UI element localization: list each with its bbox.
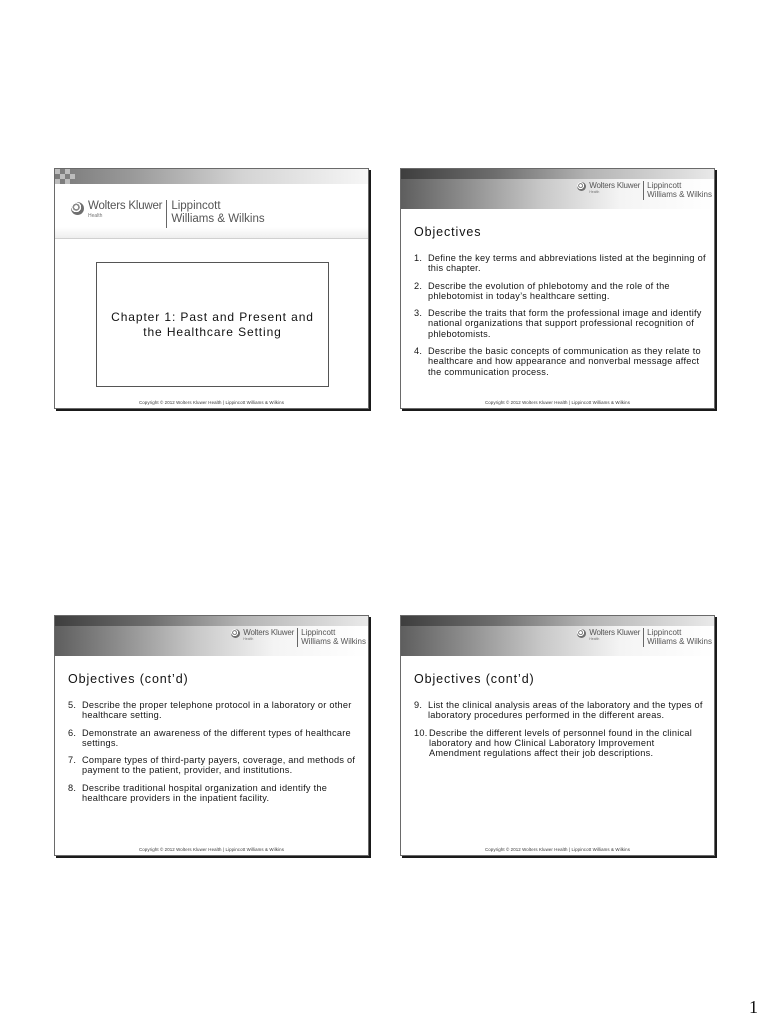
wolters-kluwer-globe-icon bbox=[71, 202, 84, 215]
list-item bbox=[68, 783, 360, 804]
lww-line1: Lippincott bbox=[171, 200, 221, 212]
item-text: Demonstrate an awareness of the different types of healthcare settings. bbox=[82, 727, 351, 748]
item-number: 5. bbox=[68, 700, 77, 710]
list-item bbox=[414, 281, 706, 302]
lww-line2: Williams & Wilkins bbox=[647, 637, 712, 646]
header-band bbox=[55, 169, 368, 184]
slide-title: Objectives (cont’d) bbox=[414, 672, 535, 686]
header-band-top bbox=[401, 616, 714, 626]
logo-divider bbox=[643, 181, 644, 200]
item-number: 3. bbox=[414, 308, 423, 319]
item-text: Define the key terms and abbreviations listed at the beginning of this chapter. bbox=[428, 253, 706, 274]
publisher-logo bbox=[71, 200, 265, 228]
item-text: Describe the proper telephone protocol in a laboratory or other healthcare setting. bbox=[82, 700, 352, 721]
slide-title: Objectives bbox=[414, 225, 482, 239]
wk-name: Wolters Kluwer bbox=[243, 628, 295, 637]
slide-1-title bbox=[54, 168, 369, 409]
lww-line2: Williams & Wilkins bbox=[301, 637, 366, 646]
item-number: 9. bbox=[414, 700, 423, 710]
publisher-logo bbox=[231, 628, 366, 647]
item-text: List the clinical analysis areas of the laboratory and the types of laboratory procedures performed in the different areas. bbox=[428, 700, 703, 721]
wolters-kluwer-globe-icon bbox=[577, 182, 586, 191]
wk-name: Wolters Kluwer bbox=[589, 628, 641, 637]
lww-line1: Lippincott bbox=[647, 181, 682, 190]
chapter-title: Chapter 1: Past and Present and the Healthcare Setting bbox=[96, 262, 329, 387]
item-text: Describe the different levels of personnel found in the clinical laboratory and how Clinical Laboratory Improvement Amendment regulations affect their job descriptions. bbox=[429, 727, 693, 759]
list-item bbox=[68, 728, 360, 749]
publisher-logo bbox=[577, 181, 712, 200]
lww-line1: Lippincott bbox=[647, 628, 682, 637]
wk-sub: Health bbox=[589, 190, 600, 194]
header-band-top bbox=[401, 169, 714, 179]
header-band-top bbox=[55, 616, 368, 626]
logo-divider bbox=[166, 200, 167, 228]
copyright: Copyright © 2012 Wolters Kluwer Health | Lippincott Williams & Wilkins bbox=[484, 847, 630, 852]
wk-name: Wolters Kluwer bbox=[88, 200, 163, 212]
slide-title: Objectives (cont’d) bbox=[68, 672, 189, 686]
slide-2-objectives bbox=[400, 168, 715, 409]
item-number: 10. bbox=[414, 727, 428, 738]
copyright: Copyright © 2012 Wolters Kluwer Health | Lippincott Williams & Wilkins bbox=[138, 400, 284, 405]
list-item bbox=[414, 253, 706, 274]
wolters-kluwer-globe-icon bbox=[577, 629, 586, 638]
publisher-logo bbox=[577, 628, 712, 647]
list-item bbox=[68, 700, 360, 721]
item-text: Describe the traits that form the professional image and identify national organizations that support professional recognition of phlebotomists. bbox=[428, 308, 702, 339]
wk-sub: Health bbox=[589, 637, 600, 641]
item-text: Describe the evolution of phlebotomy and the role of the phlebotomist in today’s healthcare setting. bbox=[428, 280, 670, 301]
logo-divider bbox=[297, 628, 298, 647]
item-text: Describe the basic concepts of communication as they relate to healthcare and how appearance and nonverbal message affect the communication process. bbox=[428, 346, 701, 377]
objectives-list bbox=[414, 700, 706, 765]
logo-divider bbox=[643, 628, 644, 647]
item-number: 8. bbox=[68, 782, 77, 793]
wk-sub: Health bbox=[243, 637, 254, 641]
slide-3-objectives bbox=[54, 615, 369, 856]
list-item bbox=[414, 308, 706, 339]
page-number: 1 bbox=[749, 997, 758, 1017]
lww-line2: Williams & Wilkins bbox=[647, 190, 712, 199]
copyright: Copyright © 2012 Wolters Kluwer Health | Lippincott Williams & Wilkins bbox=[138, 847, 284, 852]
wk-sub: Health bbox=[88, 213, 103, 219]
item-number: 4. bbox=[414, 346, 423, 357]
list-item bbox=[414, 700, 706, 721]
list-item bbox=[414, 728, 706, 759]
lww-line2: Williams & Wilkins bbox=[171, 213, 265, 225]
wk-name: Wolters Kluwer bbox=[589, 181, 641, 190]
objectives-list bbox=[414, 253, 706, 384]
item-number: 7. bbox=[68, 755, 77, 766]
slide-4-objectives bbox=[400, 615, 715, 856]
item-number: 2. bbox=[414, 280, 423, 291]
copyright: Copyright © 2012 Wolters Kluwer Health | Lippincott Williams & Wilkins bbox=[484, 400, 630, 405]
wolters-kluwer-globe-icon bbox=[231, 629, 240, 638]
item-number: 6. bbox=[68, 727, 77, 738]
item-number: 1. bbox=[414, 253, 423, 263]
item-text: Describe traditional hospital organization and identify the healthcare providers in the inpatient facility. bbox=[82, 782, 328, 804]
item-text: Compare types of third-party payers, coverage, and methods of payment to the patient, provider, and institutions. bbox=[82, 755, 356, 776]
list-item bbox=[68, 755, 360, 776]
lww-line1: Lippincott bbox=[301, 628, 336, 637]
list-item bbox=[414, 346, 706, 377]
objectives-list bbox=[68, 700, 360, 810]
